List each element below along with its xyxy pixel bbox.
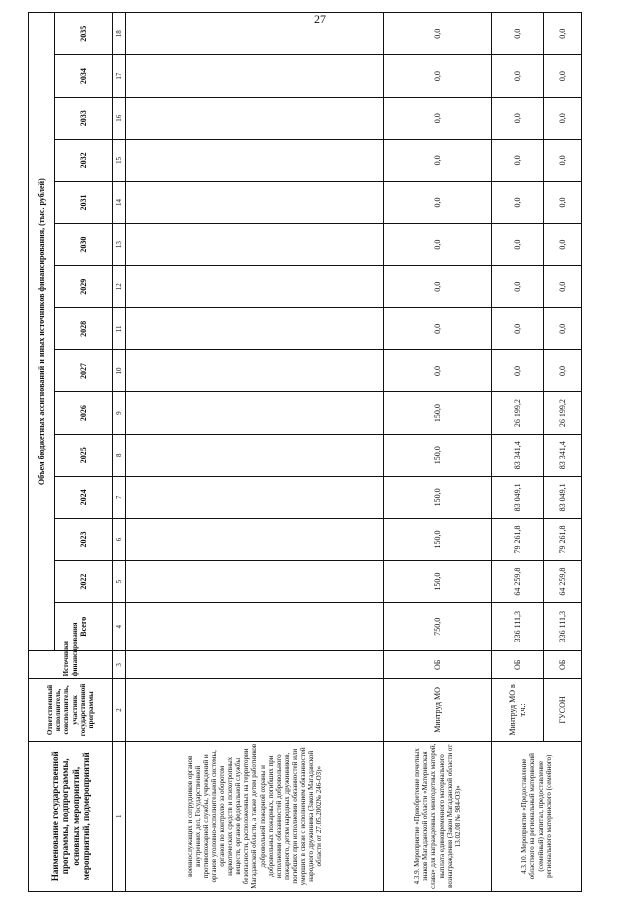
row-value: 0,0 [544, 55, 582, 97]
header-year: 2022 [55, 561, 113, 603]
header-year: 2029 [55, 266, 113, 308]
column-number: 1 [113, 741, 126, 891]
header-year: 2032 [55, 139, 113, 181]
column-number: 11 [113, 308, 126, 350]
row-value: 0,0 [544, 224, 582, 266]
column-number: 9 [113, 392, 126, 434]
row-responsible: Минтруд МО [384, 679, 492, 741]
rotated-table [28, 12, 588, 892]
row-value: 0,0 [384, 181, 492, 223]
row-value: 150,0 [384, 434, 492, 476]
row-value: 336 111,3 [544, 603, 582, 651]
header-year: 2028 [55, 308, 113, 350]
row-value: 83 049,1 [492, 476, 544, 518]
row-value: 0,0 [544, 350, 582, 392]
row-value: 0,0 [384, 266, 492, 308]
header-name: Наименование государственной программы, подпрограммы, основных мероприятий, мероприятий, подмероприятий [29, 741, 113, 891]
header-total: Всего [55, 603, 113, 651]
row-value [126, 266, 384, 308]
header-year: 2023 [55, 518, 113, 560]
row-value: 336 111,3 [492, 603, 544, 651]
row-value: 79 261,8 [544, 518, 582, 560]
column-number: 14 [113, 181, 126, 223]
row-value: 0,0 [492, 266, 544, 308]
table-row [492, 13, 544, 892]
row-value: 0,0 [544, 181, 582, 223]
column-number: 10 [113, 350, 126, 392]
row-value: 0,0 [544, 13, 582, 56]
column-number-row [113, 13, 126, 892]
column-number: 7 [113, 476, 126, 518]
column-number: 2 [113, 679, 126, 741]
row-value: 0,0 [384, 97, 492, 139]
row-value: 83 341,4 [544, 434, 582, 476]
row-value [126, 139, 384, 181]
row-value: 83 049,1 [544, 476, 582, 518]
column-number: 3 [113, 651, 126, 679]
row-value: 0,0 [384, 350, 492, 392]
row-value: 0,0 [492, 181, 544, 223]
row-name: военнослужащих и сотрудников органов внутренних дел, Государственной противопожарной службы, учреждений и органов уголовно-исполнительной системы, органов по контролю за оборотом наркотических средств и психотропных веществ, органов федеральной службы безопасности, расположенных на территории Магаданской области, а также детям работников добровольной пожарной охраны и добровольных пожарных, погибших при исполнении обязанностей добровольного пожарного, детям народных дружинников, погибших при исполнении обязанностей или умерших в связи с исполнением обязанностей народного дружинника (Закон Магаданской области от 27.05.2002№ 246-ОЗ)» [126, 741, 384, 891]
header-year: 2027 [55, 350, 113, 392]
row-responsible [126, 679, 384, 741]
header-year: 2034 [55, 55, 113, 97]
row-value [126, 224, 384, 266]
row-value: 150,0 [384, 392, 492, 434]
row-responsible: Минтруд МО в т.ч.: [492, 679, 544, 741]
header-year: 2033 [55, 97, 113, 139]
row-value [126, 603, 384, 651]
row-value [126, 476, 384, 518]
header-sources: Источники финансирования [29, 651, 113, 679]
row-value [126, 55, 384, 97]
row-value: 0,0 [544, 308, 582, 350]
row-value: 0,0 [492, 55, 544, 97]
row-value: 150,0 [384, 518, 492, 560]
header-year: 2030 [55, 224, 113, 266]
column-number: 13 [113, 224, 126, 266]
row-value [126, 350, 384, 392]
funding-table [28, 12, 582, 892]
row-value [126, 181, 384, 223]
row-value: 0,0 [384, 139, 492, 181]
row-value: 0,0 [492, 97, 544, 139]
row-value: 0,0 [384, 13, 492, 56]
column-number: 18 [113, 13, 126, 56]
table-row [384, 13, 492, 892]
row-value: 79 261,8 [492, 518, 544, 560]
row-value: 0,0 [492, 308, 544, 350]
row-value [126, 434, 384, 476]
page-number: 27 [314, 12, 326, 26]
column-number: 8 [113, 434, 126, 476]
row-name: 4.3.9. Мероприятие «Приобретение почетных знаков Магаданской области «Материнская слава» для награжденных многодетных матерей, выплата единовременного материального вознаграждения (Закон Магаданской области от 13.02.08 № 984-ОЗ)» [384, 741, 492, 891]
row-value: 150,0 [384, 561, 492, 603]
row-value [126, 392, 384, 434]
row-value [126, 308, 384, 350]
row-value: 0,0 [492, 350, 544, 392]
column-number: 6 [113, 518, 126, 560]
row-responsible: ГУСОН [544, 679, 582, 741]
row-value: 150,0 [384, 476, 492, 518]
header-responsible: Ответственный исполнитель, соисполнитель, участник государственной программы [29, 679, 113, 741]
row-value: 0,0 [384, 308, 492, 350]
header-year: 2035 [55, 13, 113, 56]
column-number: 16 [113, 97, 126, 139]
row-source: ОБ [492, 651, 544, 679]
column-number: 17 [113, 55, 126, 97]
row-value: 83 341,4 [492, 434, 544, 476]
row-value: 0,0 [544, 97, 582, 139]
row-value: 0,0 [384, 224, 492, 266]
row-value [126, 13, 384, 56]
header-year: 2026 [55, 392, 113, 434]
row-value [126, 97, 384, 139]
header-year: 2024 [55, 476, 113, 518]
row-value: 750,0 [384, 603, 492, 651]
row-value: 64 259,8 [492, 561, 544, 603]
row-value: 0,0 [492, 13, 544, 56]
row-value: 26 199,2 [492, 392, 544, 434]
row-value: 0,0 [492, 139, 544, 181]
row-value [126, 561, 384, 603]
header-year: 2031 [55, 181, 113, 223]
row-value: 64 259,8 [544, 561, 582, 603]
row-value: 26 199,2 [544, 392, 582, 434]
row-value: 0,0 [544, 139, 582, 181]
column-number: 4 [113, 603, 126, 651]
row-value: 0,0 [384, 55, 492, 97]
header-year: 2025 [55, 434, 113, 476]
row-name: 4.3.10. Мероприятие «Предоставление областного на региональный материнский (семейный) капитал, предоставление регионального материнского (семейного) [492, 741, 582, 891]
column-number: 15 [113, 139, 126, 181]
row-source: ОБ [544, 651, 582, 679]
row-value: 0,0 [492, 224, 544, 266]
header-volume: Объем бюджетных ассигнований и иных источников финансирования, (тыс. рублей) [29, 13, 55, 651]
row-source [126, 651, 384, 679]
row-value: 0,0 [544, 266, 582, 308]
table-row [126, 13, 384, 892]
column-number: 5 [113, 561, 126, 603]
column-number: 12 [113, 266, 126, 308]
row-value [126, 518, 384, 560]
row-source: ОБ [384, 651, 492, 679]
